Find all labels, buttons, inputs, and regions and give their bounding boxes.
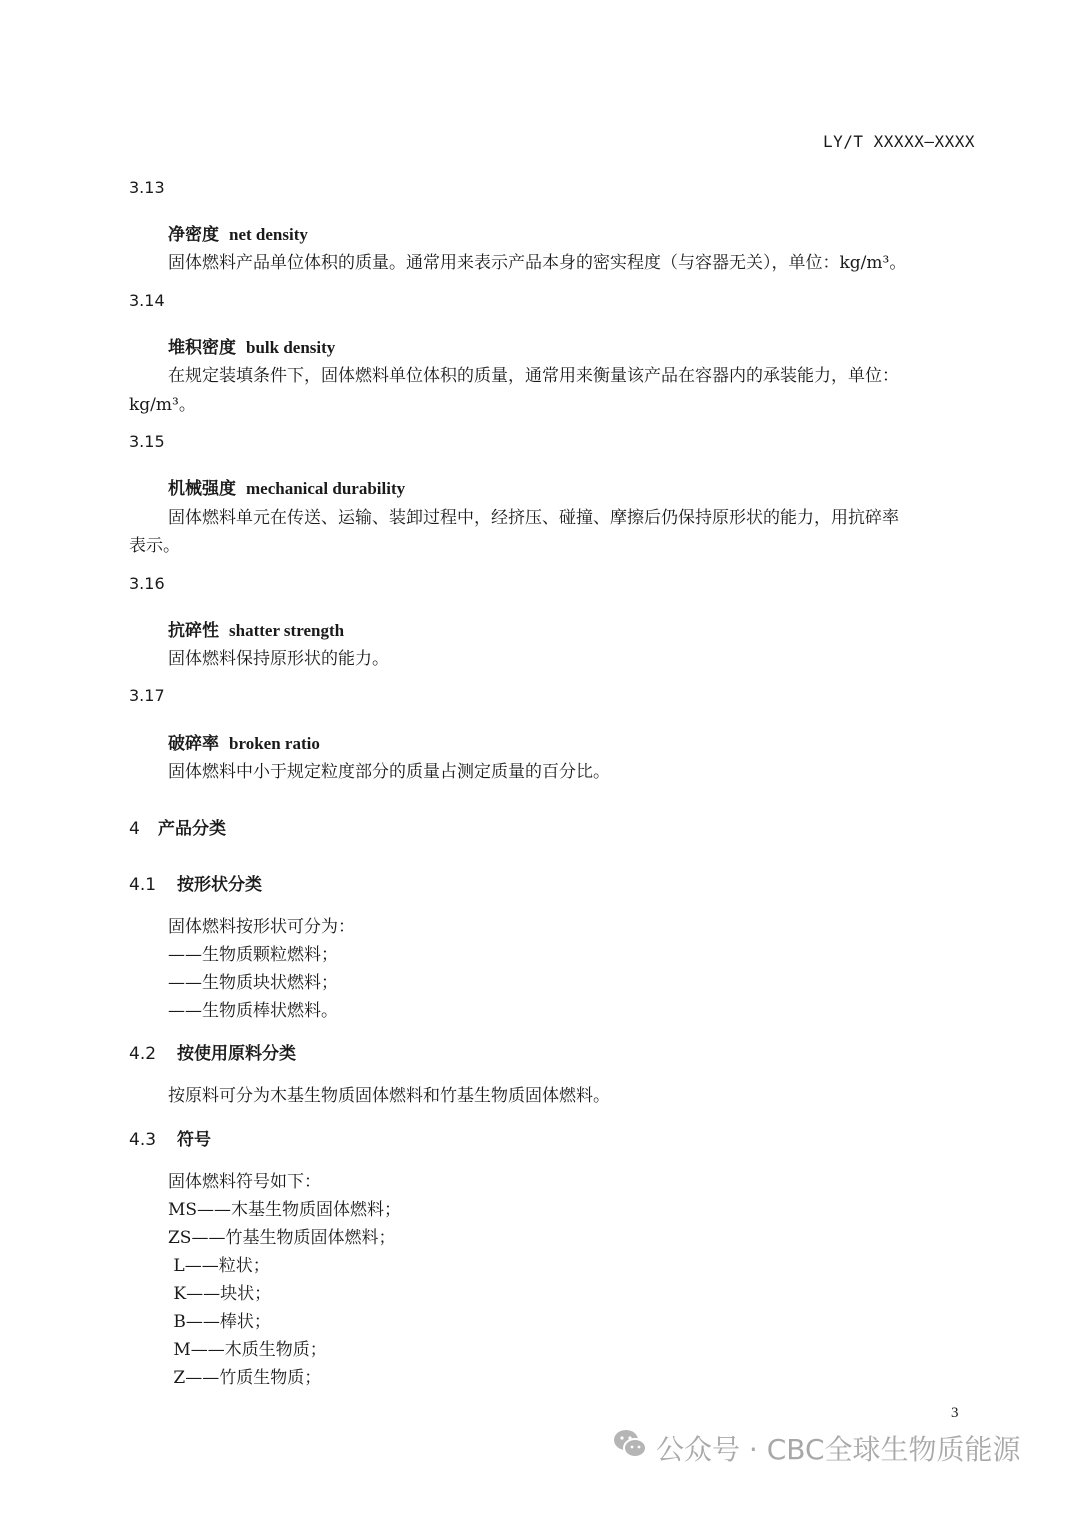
term-en: broken ratio	[229, 734, 320, 753]
term-zh: 破碎率	[168, 734, 219, 754]
definition-text-continued: kg/m³。	[129, 395, 196, 415]
subsection-title: 符号	[177, 1130, 211, 1150]
paragraph: 按原料可分为木基生物质固体燃料和竹基生物质固体燃料。	[168, 1086, 610, 1106]
subsection-heading	[129, 1125, 211, 1150]
subsection-title: 按形状分类	[177, 875, 262, 895]
symbol-item: ZS——竹基生物质固体燃料；	[168, 1228, 396, 1248]
subsection-heading	[129, 1039, 296, 1064]
section-heading	[129, 814, 226, 839]
clause-number: 3.16	[129, 574, 165, 593]
definition-text-continued: 表示。	[129, 536, 180, 556]
watermark-text: 公众号 · CBC全球生物质能源	[656, 1433, 1021, 1466]
definition-text: 固体燃料单元在传送、运输、装卸过程中，经挤压、碰撞、摩擦后仍保持原形状的能力，用抗碎率	[168, 508, 899, 528]
list-item: ——生物质棒状燃料。	[168, 1001, 338, 1021]
symbol-item: B——棒状；	[168, 1312, 271, 1332]
term-zh: 堆积密度	[168, 338, 236, 358]
clause-number: 3.15	[129, 432, 165, 451]
term-en: mechanical durability	[246, 479, 406, 498]
term-heading	[168, 220, 308, 245]
term-zh: 机械强度	[168, 479, 236, 499]
term-en: net density	[229, 225, 308, 244]
list-item: ——生物质块状燃料；	[168, 973, 338, 993]
section-title: 产品分类	[158, 819, 226, 839]
subsection-title: 按使用原料分类	[177, 1044, 296, 1064]
list-item: ——生物质颗粒燃料；	[168, 945, 338, 965]
clause-number: 3.13	[129, 178, 165, 197]
term-zh: 抗碎性	[168, 621, 219, 641]
subsection-heading	[129, 870, 262, 895]
symbol-item: MS——木基生物质固体燃料；	[168, 1200, 402, 1220]
term-heading	[168, 474, 405, 499]
term-en: shatter strength	[229, 621, 345, 640]
symbol-item: L——粒状；	[168, 1256, 270, 1276]
term-heading	[168, 616, 344, 641]
symbol-item: K——块状；	[168, 1284, 272, 1304]
definition-text: 固体燃料保持原形状的能力。	[168, 649, 389, 669]
definition-text: 固体燃料中小于规定粒度部分的质量占测定质量的百分比。	[168, 762, 610, 782]
page-number: 3	[951, 1405, 959, 1421]
list-intro: 固体燃料符号如下：	[168, 1172, 321, 1192]
symbol-item: M——木质生物质；	[168, 1340, 327, 1360]
symbol-item: Z——竹质生物质；	[168, 1368, 322, 1388]
definition-text: 固体燃料产品单位体积的质量。通常用来表示产品本身的密实程度（与容器无关），单位：kg/m³。	[168, 253, 907, 273]
document-code: LY/T XXXXX—XXXX	[823, 132, 975, 151]
term-heading	[168, 729, 320, 754]
subsection-number: 4.1	[129, 875, 157, 895]
subsection-number: 4.3	[129, 1130, 157, 1150]
definition-text: 在规定装填条件下，固体燃料单位体积的质量，通常用来衡量该产品在容器内的承装能力，单位：	[168, 366, 899, 386]
wechat-icon	[612, 1426, 648, 1462]
clause-number: 3.17	[129, 686, 165, 705]
term-heading	[168, 333, 335, 358]
section-number: 4	[129, 819, 140, 839]
list-intro: 固体燃料按形状可分为：	[168, 917, 355, 937]
clause-number: 3.14	[129, 291, 165, 310]
term-zh: 净密度	[168, 225, 219, 245]
subsection-number: 4.2	[129, 1044, 157, 1064]
term-en: bulk density	[246, 338, 336, 357]
